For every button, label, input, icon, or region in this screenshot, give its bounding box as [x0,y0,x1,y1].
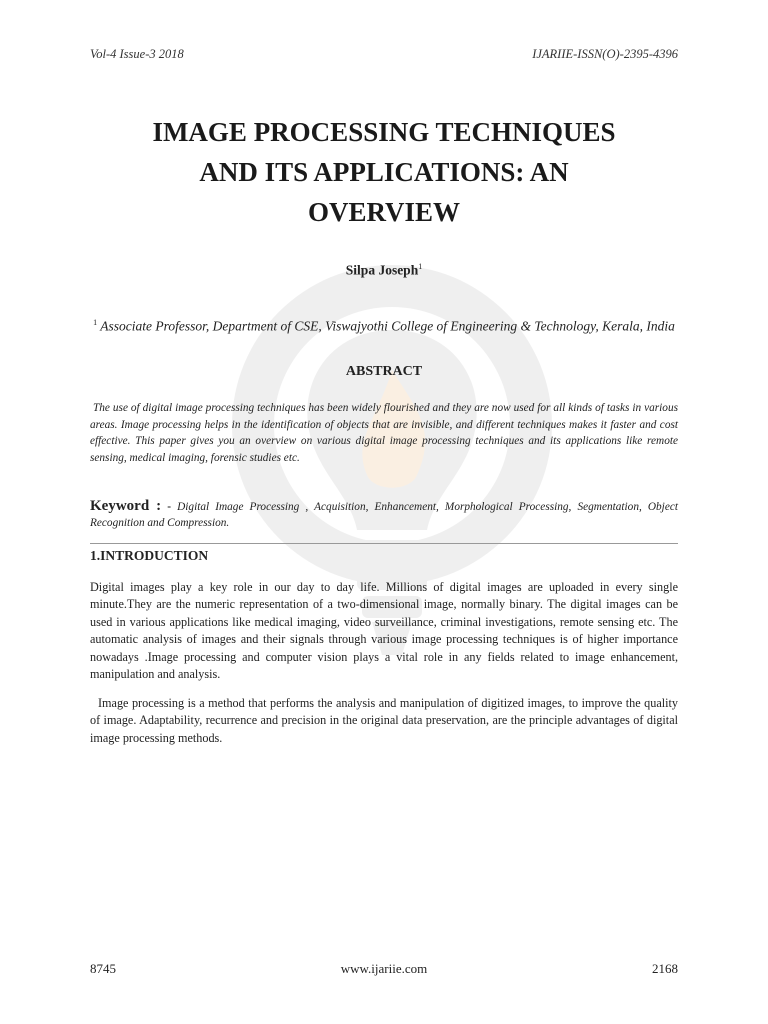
affiliation-text: Associate Professor, Department of CSE, Viswajyothi College of Engineering & Technology, Kerala, India [97,318,675,334]
title-line-1: IMAGE PROCESSING TECHNIQUES [152,117,616,147]
header-issn: IJARIIE-ISSN(O)-2395-4396 [532,47,678,61]
title-line-2: AND ITS APPLICATIONS: AN [199,157,569,187]
keywords [90,498,678,531]
abstract-text: The use of digital image processing techniques has been widely flourished and they are now used for all kinds of tasks in various areas. Image processing helps in the identification of objects that are invisible, and different techniques makes it faster and cost effective. This paper gives you an overview on various digital image processing techniques and its applications like remote sensing, medical imaging, forensic studies etc. [90,402,678,464]
intro-paragraph-2: Image processing is a method that performs the analysis and manipulation of digitized images, to improve the quality of image. Adaptability, recurrence and precision in the original data preservation, are the principle advantages of digital image processing methods. [90,696,678,745]
footer-website: www.ijariie.com [340,961,428,976]
page-footer [90,961,678,977]
paper-title [90,112,678,232]
author-mark: 1 [418,262,423,271]
header-volume: Vol-4 Issue-3 2018 [90,47,184,61]
affiliation-mark: 1 [93,318,98,327]
keywords-dash: - [161,501,178,513]
footer-page-number: 2168 [652,961,678,976]
author [90,262,678,279]
section-divider [90,543,678,544]
author-name: Silpa Joseph [345,262,419,278]
title-line-3: OVERVIEW [307,197,461,227]
footer-left-number: 8745 [90,961,116,976]
abstract-heading: ABSTRACT [345,364,423,379]
section-heading: 1.INTRODUCTION [90,548,209,563]
intro-paragraph-1: Digital images play a key role in our day to day life. Millions of digital images are uploaded in every single minute.They are the numeric representation of a two-dimensional image, normally binary. The digital images can be used in various applications like medical imaging, video surveillance, criminal investigations, remote sensing etc. The automatic analysis of images and their signals through various image processing techniques is of higher importance nowadays .Image processing and computer vision plays a vital role in any fields related to image enhancement, manipulation and analysis. [90,580,678,682]
keywords-list: Digital Image Processing , Acquisition, Enhancement, Morphological Processing, Segmentation, Object Recognition and Compression. [90,501,678,529]
affiliation [90,315,678,335]
running-header [90,47,678,62]
keywords-label: Keyword : [90,498,162,514]
